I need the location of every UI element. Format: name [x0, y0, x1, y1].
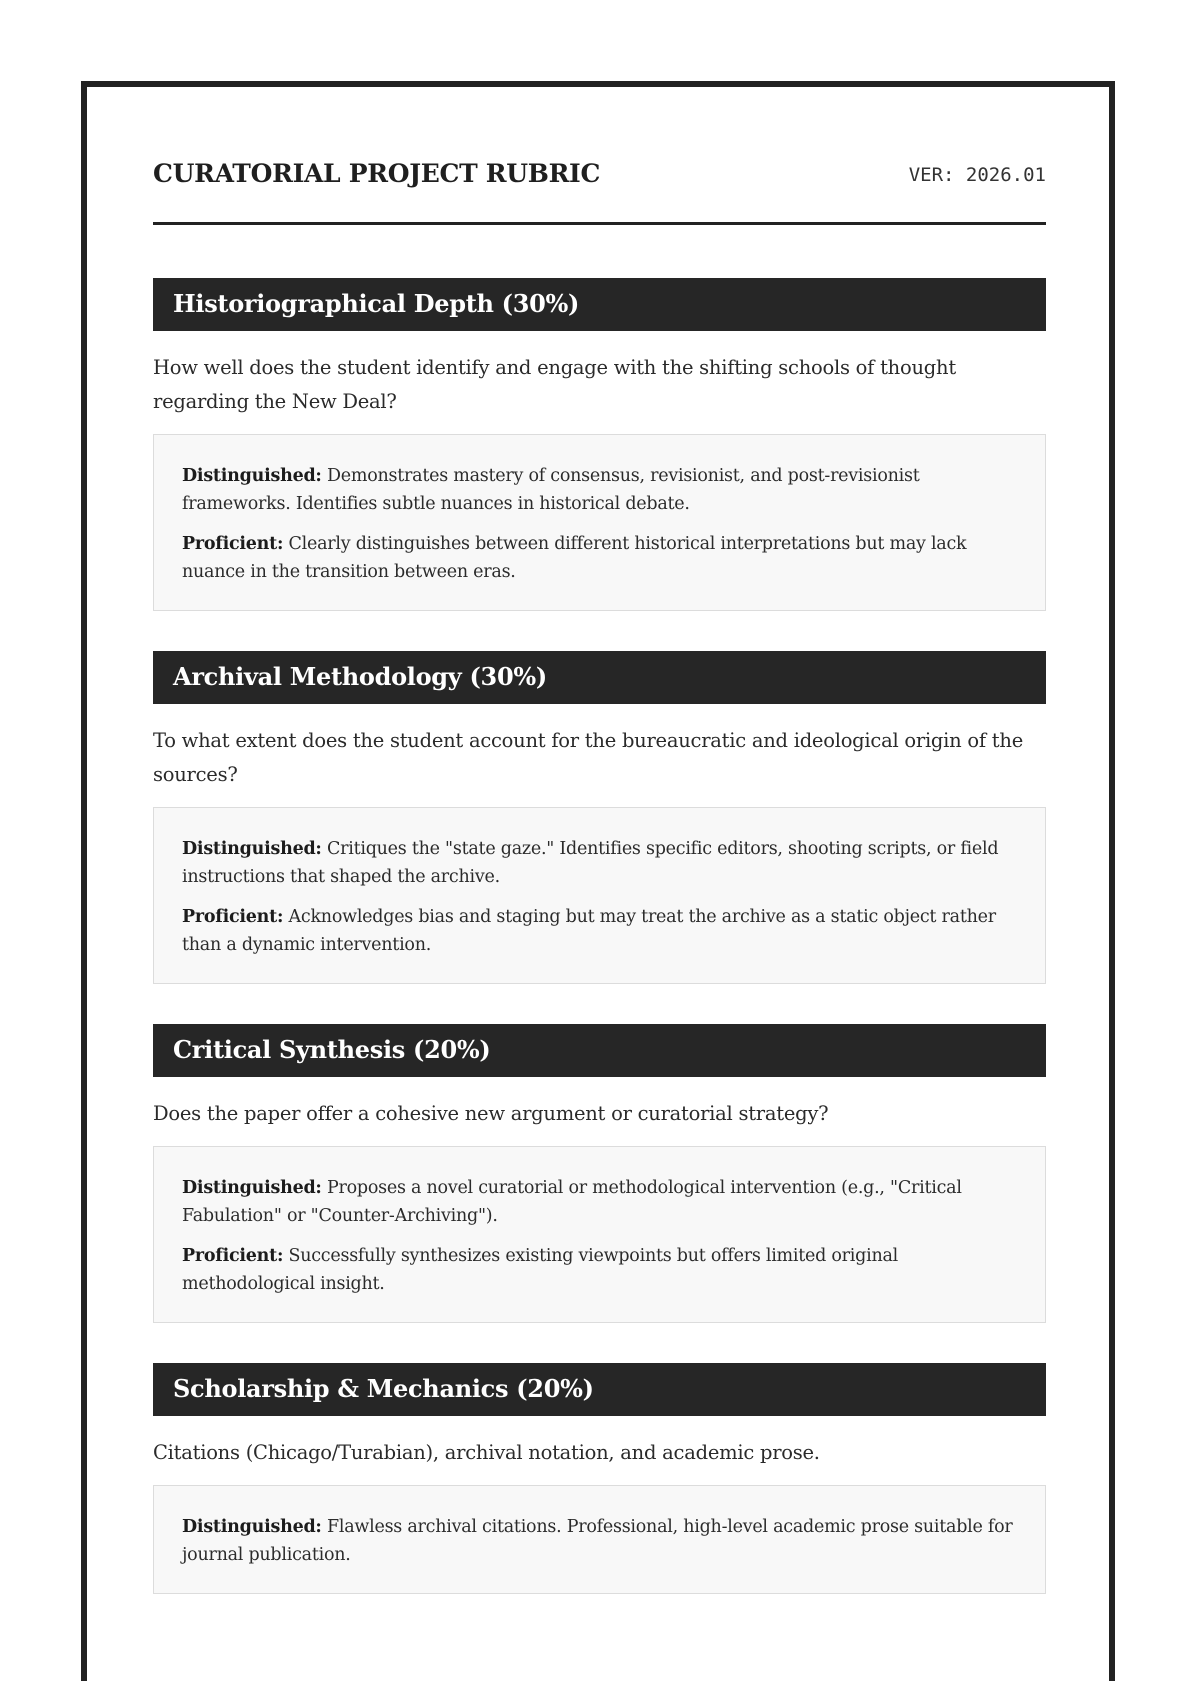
level-proficient [182, 1242, 1017, 1298]
level-description: Flawless archival citations. Professional, high-level academic prose suitable for journal publication. [182, 1517, 1013, 1565]
level-distinguished [182, 835, 1017, 891]
criteria-box [153, 434, 1046, 611]
rubric-section-archival-methodology [153, 651, 1046, 984]
document-header [153, 87, 1046, 225]
rubric-document [81, 81, 1115, 1681]
section-heading: Critical Synthesis (20%) [153, 1024, 1046, 1077]
level-label: Distinguished: [182, 1178, 322, 1198]
section-question: Citations (Chicago/Turabian), archival notation, and academic prose. [153, 1441, 820, 1464]
level-distinguished [182, 1174, 1017, 1230]
level-distinguished [182, 1513, 1017, 1569]
level-distinguished [182, 462, 1017, 518]
criteria-box [153, 1485, 1046, 1594]
level-description: Clearly distinguishes between different historical interpretations but may lack nuance in the transition between eras. [182, 534, 967, 582]
version-label: VER: 2026.01 [908, 164, 1046, 186]
level-label: Distinguished: [182, 1517, 322, 1537]
level-label: Proficient: [182, 1246, 284, 1266]
level-description: Acknowledges bias and staging but may treat the archive as a static object rather than a dynamic intervention. [182, 907, 996, 955]
section-heading: Scholarship & Mechanics (20%) [153, 1363, 1046, 1416]
rubric-section-critical-synthesis [153, 1024, 1046, 1323]
level-label: Proficient: [182, 534, 284, 554]
level-label: Distinguished: [182, 466, 322, 486]
page-title: CURATORIAL PROJECT RUBRIC [153, 159, 601, 188]
level-description: Critiques the "state gaze." Identifies specific editors, shooting scripts, or field instructions that shaped the archive. [182, 839, 999, 887]
rubric-section-historiographical-depth [153, 278, 1046, 611]
level-description: Successfully synthesizes existing viewpoints but offers limited original methodological insight. [182, 1246, 898, 1294]
level-label: Distinguished: [182, 839, 322, 859]
level-label: Proficient: [182, 907, 284, 927]
level-description: Demonstrates mastery of consensus, revisionist, and post-revisionist frameworks. Identifies subtle nuances in historical debate. [182, 466, 920, 514]
section-question: To what extent does the student account for the bureaucratic and ideological origin of the sources? [153, 729, 1023, 786]
section-question: Does the paper offer a cohesive new argument or curatorial strategy? [153, 1102, 829, 1125]
level-proficient [182, 903, 1017, 959]
level-description: Proposes a novel curatorial or methodological intervention (e.g., "Critical Fabulation" or "Counter-Archiving"). [182, 1178, 962, 1226]
rubric-content [153, 87, 1046, 1594]
criteria-box [153, 1146, 1046, 1323]
section-heading: Archival Methodology (30%) [153, 651, 1046, 704]
level-proficient [182, 530, 1017, 586]
rubric-section-scholarship-mechanics [153, 1363, 1046, 1594]
section-heading: Historiographical Depth (30%) [153, 278, 1046, 331]
section-question: How well does the student identify and engage with the shifting schools of thought regarding the New Deal? [153, 356, 956, 413]
criteria-box [153, 807, 1046, 984]
